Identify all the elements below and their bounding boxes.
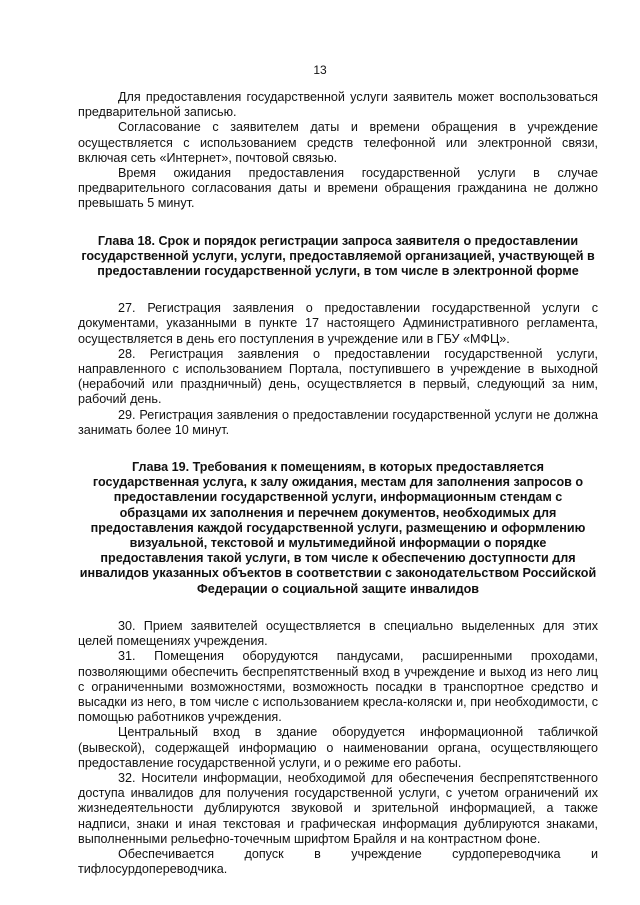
paragraph-32: 32. Носители информации, необходимой для обеспечения беспрепятственного доступа инвалидов для получения государственной услуги, с учетом ограничений их жизнедеятельности дублируются звуковой и зрительной информацией, а также надписи, знаки и иная текстовая и графическая информация дублируются знаками, выполненными рельефно-точечным шрифтом Брайля и на контрастном фоне. <box>78 770 598 846</box>
paragraph-date-agreement: Согласование с заявителем даты и времени обращения в учреждение осуществляется с использованием средств телефонной или электронной связи, включая сеть «Интернет», почтовой связью. <box>78 120 598 165</box>
chapter-19-heading: Глава 19. Требования к помещениям, в которых предоставляется государственная услуга, к залу ожидания, местам для заполнения запросов о предоставлении государственной услуги, информационным стендам с образцами их заполнения и перечнем документов, необходимых для предоставления каждой государственной услуги, размещению и оформлению визуальной, текстовой и мультимедийной информации о порядке предоставления такой услуги, в том числе к обеспечению доступности для инвалидов указанных объектов в соответствии с законодательством Российской Федерации о социальной защите инвалидов <box>79 460 597 596</box>
paragraph-waiting-time: Время ожидания предоставления государственной услуги в случае предварительного согласования даты и времени обращения гражданина не должно превышать 5 минут. <box>78 166 598 211</box>
page-number: 13 <box>313 63 327 77</box>
paragraph-30: 30. Прием заявителей осуществляется в специально выделенных для этих целей помещениях учреждения. <box>78 618 598 649</box>
paragraph-29: 29. Регистрация заявления о предоставлении государственной услуги не должна занимать более 10 минут. <box>78 407 598 437</box>
paragraph-preliminary-booking: Для предоставления государственной услуги заявитель может воспользоваться предварительной записью. <box>78 90 598 120</box>
paragraph-31: 31. Помещения оборудуются пандусами, расширенными проходами, позволяющими обеспечить беспрепятственный вход в учреждение и выход из него лиц с ограниченными возможностями, возможность посадки в транспортное средство и высадки из него, в том числе с использованием кресла-коляски и, при необходимости, с помощью работников учреждения. <box>78 649 598 725</box>
paragraph-sign-interpreter: Обеспечивается допуск в учреждение сурдопереводчика и тифлосурдопереводчика. <box>78 846 598 877</box>
paragraph-28: 28. Регистрация заявления о предоставлении государственной услуги, направленного с использованием Портала, поступившего в учреждение в выходной (нерабочий или праздничный) день, осуществляется в первый, следующий за ним, рабочий день. <box>78 346 598 407</box>
paragraph-central-entrance: Центральный вход в здание оборудуется информационной табличкой (вывеской), содержащей информацию о наименовании органа, осуществляющего предоставление государственной услуги, и о режиме его работы. <box>78 725 598 770</box>
chapter-18-heading: Глава 18. Срок и порядок регистрации запроса заявителя о предоставлении государственной услуги, услуги, предоставляемой организацией, участвующей в предоставлении государственной услуги, в том числе в электронной форме <box>81 233 595 279</box>
paragraph-27: 27. Регистрация заявления о предоставлении государственной услуги с документами, указанными в пункте 17 настоящего Административного регламента, осуществляется в день его поступления в учреждение или в ГБУ «МФЦ». <box>78 301 598 346</box>
document-body <box>78 90 598 877</box>
